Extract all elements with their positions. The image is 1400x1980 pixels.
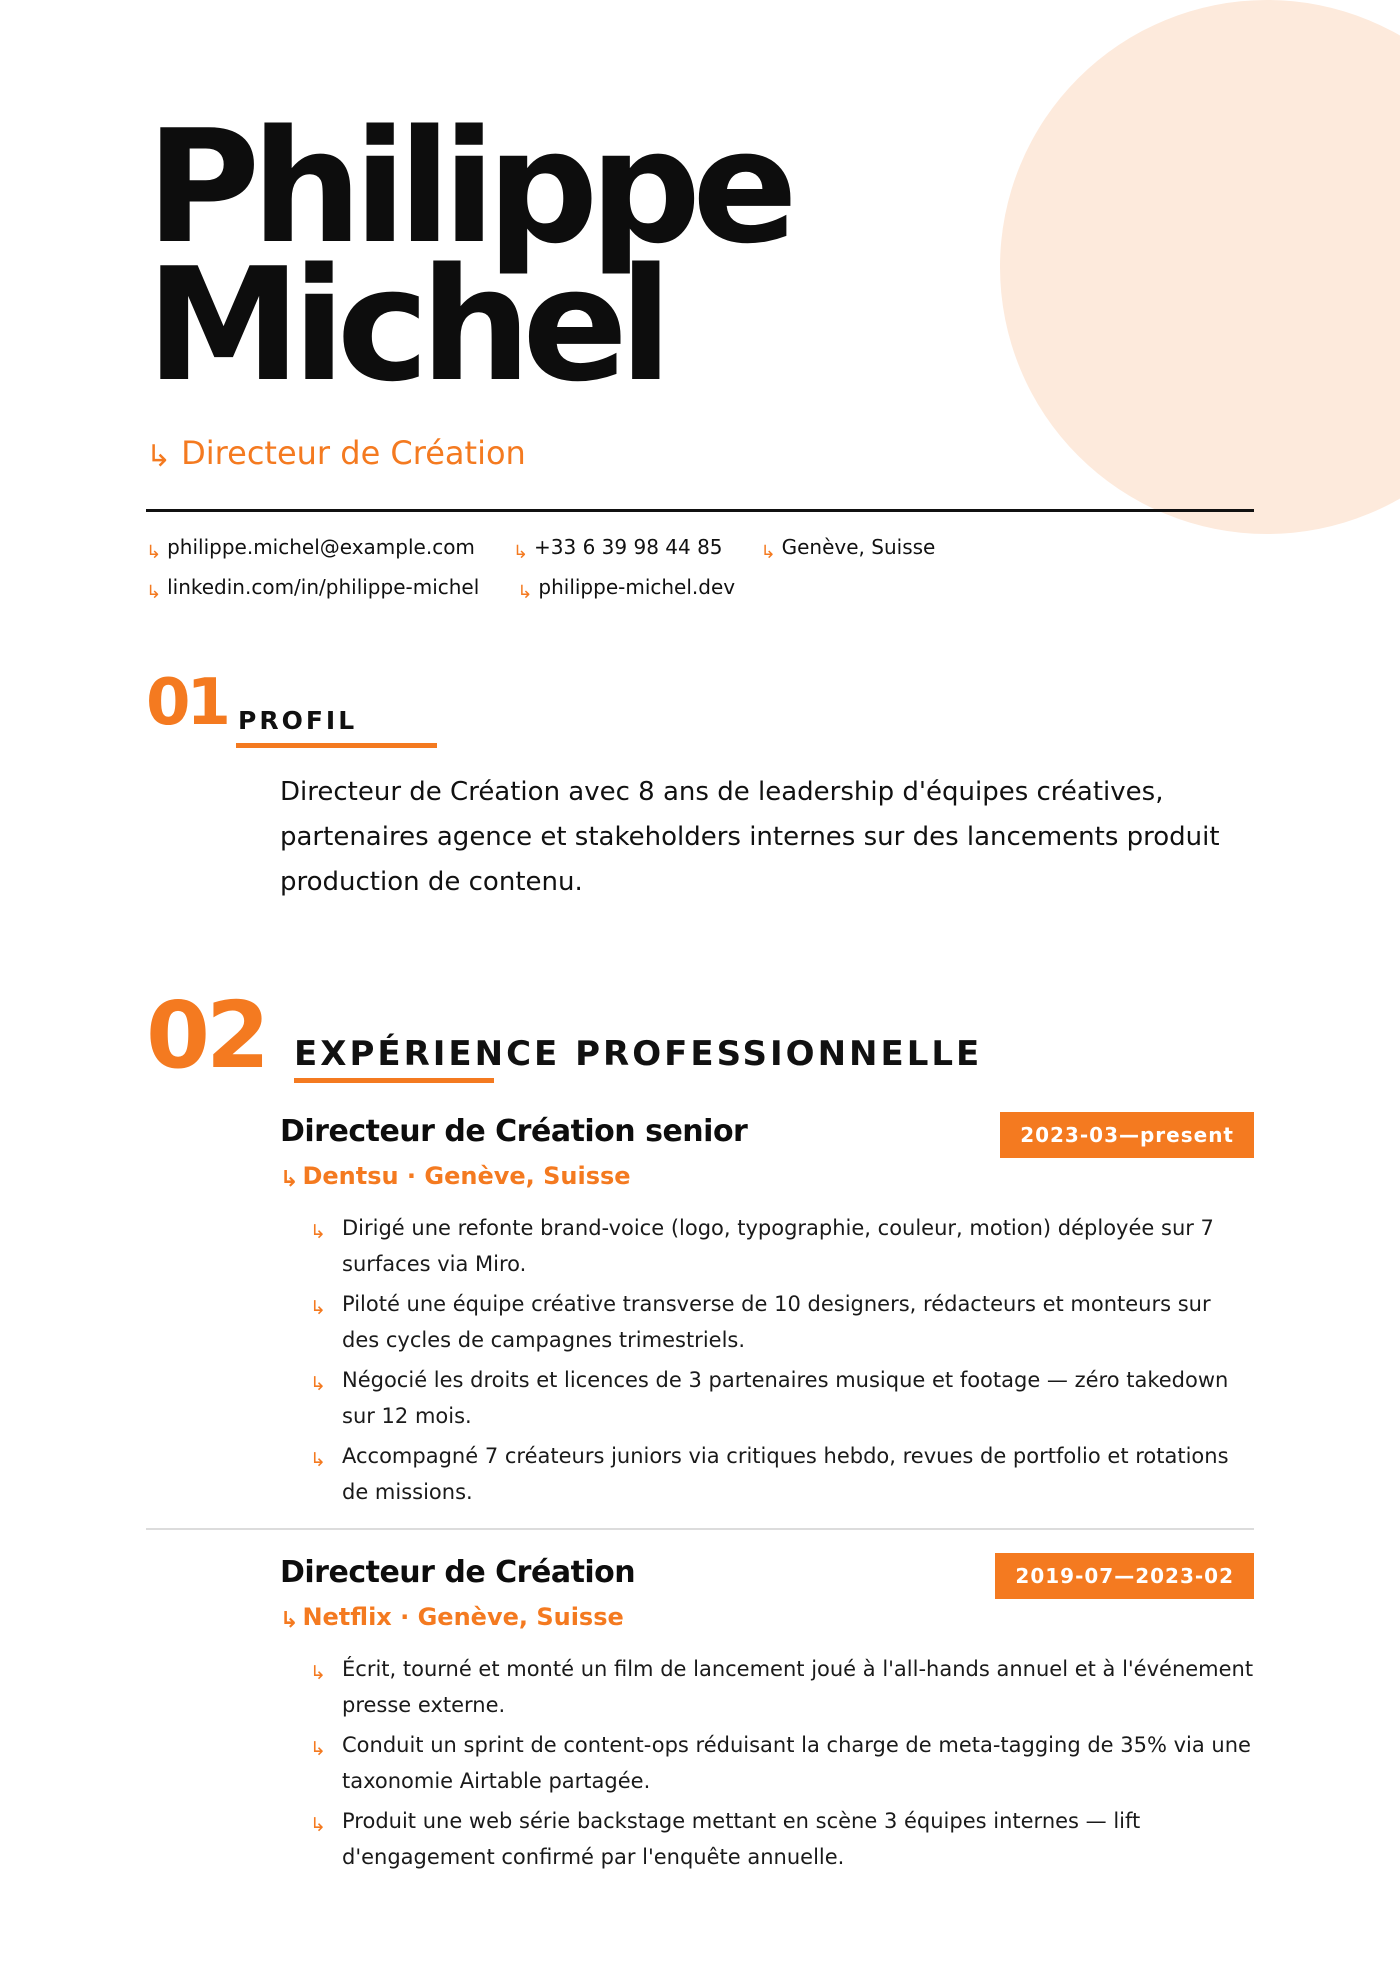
arrow-icon: ↳ (310, 1814, 326, 1836)
job-company-text: Netflix · Genève, Suisse (302, 1603, 624, 1631)
job-divider (146, 1528, 1254, 1530)
section-number-profile: 01 (146, 666, 228, 740)
header-divider (146, 509, 1254, 512)
role-text: Directeur de Création (181, 434, 526, 472)
contact-linkedin-text: linkedin.com/in/philippe-michel (167, 575, 480, 599)
section-underline-profile (236, 743, 437, 748)
section-title-experience: EXPÉRIENCE PROFESSIONNELLE (294, 1034, 983, 1074)
arrow-icon: ↳ (310, 1738, 326, 1760)
arrow-icon: ↳ (310, 1221, 326, 1243)
contact-email[interactable] (146, 535, 475, 563)
profile-summary: Directeur de Création avec 8 ans de leadership d'équipes créatives, partenaires agence et stakeholders internes sur des lancements produit production de contenu. (280, 777, 1220, 897)
job-role (146, 434, 526, 472)
job-title: Directeur de Création (280, 1555, 636, 1590)
bullet-text: Écrit, tourné et monté un film de lancement joué à l'all-hands annuel et à l'événement presse externe. (342, 1657, 1254, 1717)
contact-website[interactable] (517, 575, 736, 603)
job-date-badge: 2023-03—present (1000, 1112, 1254, 1158)
arrow-icon: ↳ (310, 1297, 326, 1319)
person-name (146, 96, 789, 416)
arrow-icon: ↳ (517, 582, 533, 603)
list-item (310, 1651, 1254, 1723)
list-item (310, 1438, 1254, 1510)
job-entry (280, 1114, 1254, 1514)
bullet-text: Accompagné 7 créateurs juniors via critiques hebdo, revues de portfolio et rotations de missions. (342, 1444, 1229, 1504)
contact-phone[interactable] (512, 535, 723, 563)
bullet-text: Piloté une équipe créative transverse de 10 designers, rédacteurs et monteurs sur des cycles de campagnes trimestriels. (342, 1292, 1211, 1352)
contact-website-text: philippe-michel.dev (538, 575, 736, 599)
contact-linkedin[interactable] (146, 575, 480, 603)
contact-info (146, 527, 1254, 607)
arrow-icon: ↳ (512, 542, 529, 563)
bullet-text: Produit une web série backstage mettant en scène 3 équipes internes — lift d'engagement confirmé par l'enquête annuelle. (342, 1809, 1141, 1869)
last-name: Michel (146, 234, 664, 416)
job-title: Directeur de Création senior (280, 1114, 748, 1149)
job-bullets (310, 1651, 1254, 1879)
job-company-text: Dentsu · Genève, Suisse (302, 1162, 631, 1190)
first-name: Philippe (146, 96, 789, 278)
contact-email-text: philippe.michel@example.com (167, 535, 475, 559)
contact-location-text: Genève, Suisse (781, 535, 936, 559)
arrow-icon: ↳ (760, 542, 776, 563)
list-item (310, 1210, 1254, 1282)
list-item (310, 1727, 1254, 1799)
list-item (310, 1286, 1254, 1358)
bullet-text: Conduit un sprint de content-ops réduisant la charge de meta-tagging de 35% via une taxonomie Airtable partagée. (342, 1733, 1251, 1793)
job-date-badge: 2019-07—2023-02 (995, 1553, 1254, 1599)
contact-phone-text: +33 6 39 98 44 85 (534, 535, 723, 559)
arrow-icon: ↳ (310, 1373, 326, 1395)
bullet-text: Dirigé une refonte brand-voice (logo, typographie, couleur, motion) déployée sur 7 surfaces via Miro. (342, 1216, 1214, 1276)
arrow-icon: ↳ (146, 542, 162, 563)
arrow-icon: ↳ (310, 1662, 326, 1684)
contact-location (760, 535, 936, 563)
list-item (310, 1803, 1254, 1875)
section-title-profile: PROFIL (238, 706, 358, 735)
contact-row-2 (146, 567, 1254, 607)
section-number-experience: 02 (146, 982, 267, 1089)
job-entry (280, 1555, 1254, 1885)
list-item (310, 1362, 1254, 1434)
arrow-icon: ↳ (146, 582, 162, 603)
contact-row-1 (146, 527, 1254, 567)
job-company (280, 1603, 624, 1631)
arrow-icon: ↳ (146, 439, 172, 474)
bullet-text: Négocié les droits et licences de 3 partenaires musique et footage — zéro takedown sur 12 mois. (342, 1368, 1229, 1428)
section-underline-experience (294, 1078, 494, 1083)
arrow-icon: ↳ (280, 1608, 299, 1633)
job-bullets (310, 1210, 1254, 1514)
arrow-icon: ↳ (310, 1449, 326, 1471)
arrow-icon: ↳ (280, 1167, 299, 1192)
job-company (280, 1162, 631, 1190)
